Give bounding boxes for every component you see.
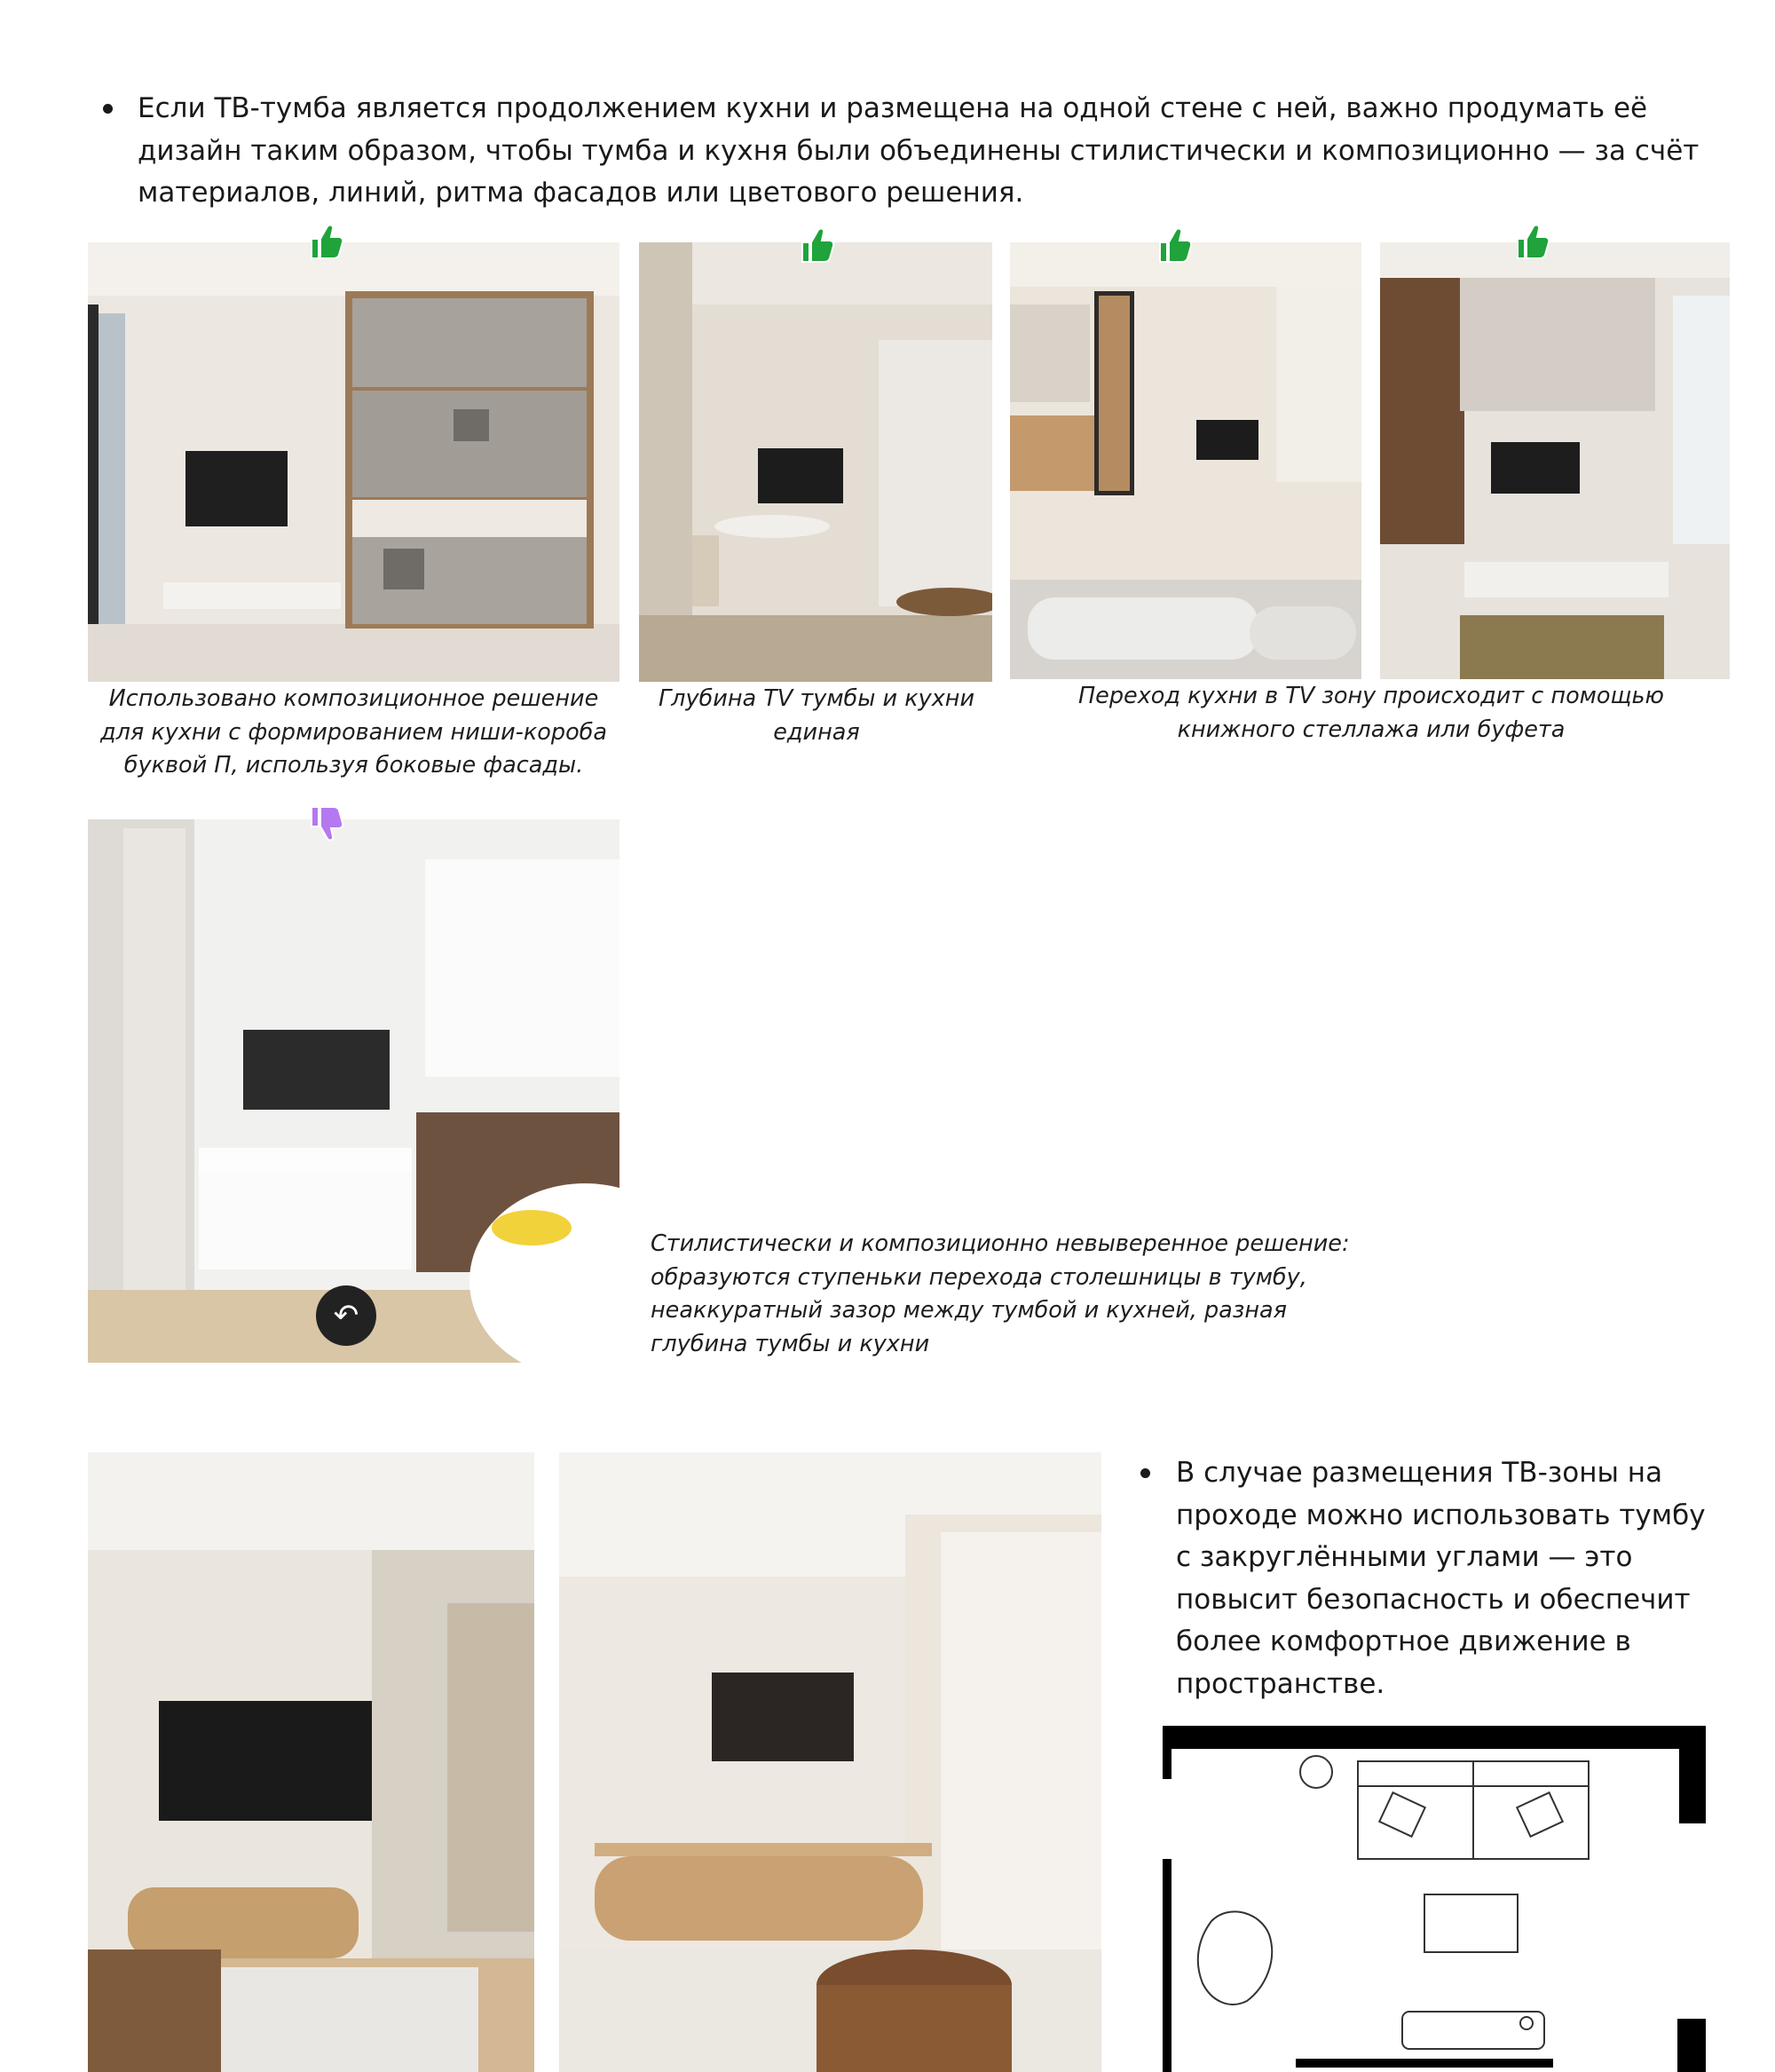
photo-rounded-cabinet-2 xyxy=(559,1452,1101,2072)
thumbs-up-icon xyxy=(798,225,835,265)
caption-kitchen-niche: Использовано композиционное решение для кухни с формированием ниши-короба буквой П, используя боковые фасады. xyxy=(99,685,608,779)
thumbs-down-icon xyxy=(307,804,344,843)
thumbs-up-icon xyxy=(307,222,344,261)
bullet-dot xyxy=(103,104,113,114)
thumbs-up-icon xyxy=(1156,225,1193,265)
caption-unbalanced-solution: Стилистически и композиционно невыверенное решение: образуются ступеньки перехода столешницы в тумбу, неаккуратный зазор между тумбой и кухней, разная глубина тумбы и кухни xyxy=(651,1230,1350,1357)
undo-button[interactable]: ↶ xyxy=(316,1285,376,1346)
bullet-dot xyxy=(1140,1468,1150,1478)
bullet-text-rounded-cabinet: В случае размещения ТВ-зоны на проходе можно использовать тумбу с закруглёнными углами — это повысит безопасность и обеспечит более комфортное движение в пространстве. xyxy=(1176,1457,1706,1700)
caption-bookshelf-transition: Переход кухни в TV зону происходит с помощью книжного стеллажа или буфета xyxy=(1077,683,1665,743)
caption-same-depth: Глубина TV тумбы и кухни единая xyxy=(658,685,975,746)
photo-unbalanced-solution xyxy=(88,819,619,1363)
photo-buffet-transition xyxy=(1380,242,1730,679)
thumbs-up-icon xyxy=(1513,222,1550,261)
bullet-text-tv-kitchen: Если ТВ-тумба является продолжением кухни и размещена на одной стене с ней, важно продумать её дизайн таким образом, чтобы тумба и кухня были объединены стилистически и композиционно — за счёт материалов, линий, ритма фасадов или цветового решения. xyxy=(138,92,1700,209)
photo-kitchen-niche xyxy=(88,242,619,682)
floor-plan-diagram xyxy=(1163,1726,1706,2072)
photo-bookshelf-transition xyxy=(1010,242,1361,679)
photo-rounded-cabinet-1 xyxy=(88,1452,534,2072)
photo-same-depth xyxy=(639,242,992,682)
